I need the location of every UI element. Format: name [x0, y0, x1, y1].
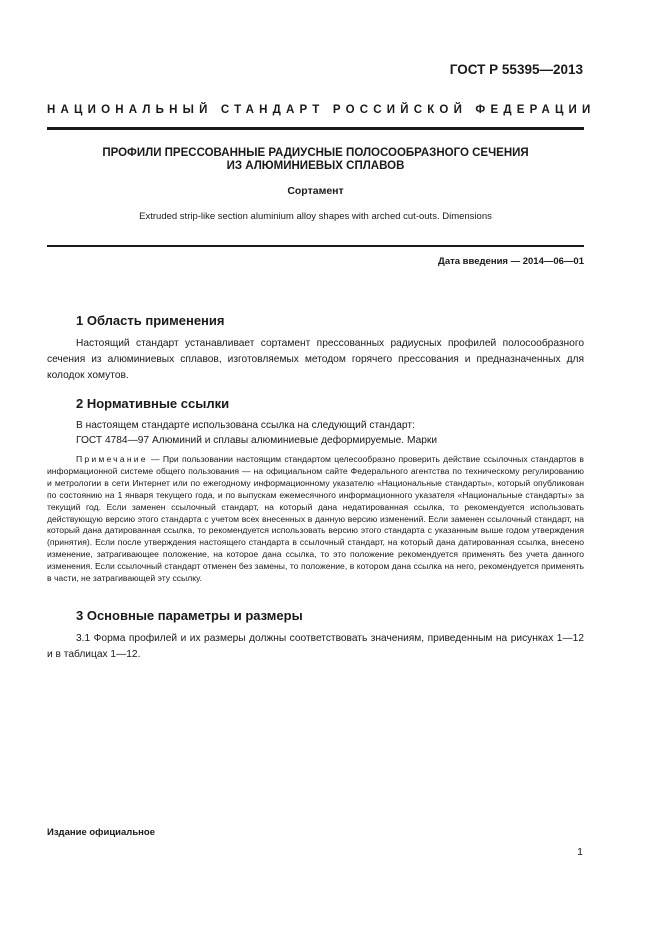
main-title-line-2: ИЗ АЛЮМИНИЕВЫХ СПЛАВОВ [226, 160, 405, 172]
section-3-heading: 3 Основные параметры и размеры [76, 608, 303, 623]
document-code: ГОСТ Р 55395—2013 [449, 62, 583, 77]
page-number: 1 [577, 846, 583, 858]
header-rule [47, 127, 584, 130]
subtitle: Сортамент [287, 185, 344, 197]
section-2-note [47, 454, 584, 585]
main-title [47, 147, 584, 173]
national-standard-title: НАЦИОНАЛЬНЫЙ СТАНДАРТ РОССИЙСКОЙ ФЕДЕРАЦИИ [47, 104, 596, 116]
note-text: — При пользовании настоящим стандартом целесообразно проверить действие ссылочных стандартов в информационной системе общего пользования — на официальном сайте Федерального агентства по техническому регулированию и метрологии в сети Интернет или по ежегодному информационному указателю «Национальные стандарты», который опубликован по состоянию на 1 января текущего года, и по выпускам ежемесячного информационного указателя «Национальные стандарты» за текущий год. Если заменен ссылочный стандарт, на который дана недатированная ссылка, то рекомендуется использовать действующую версию этого стандарта с учетом всех внесенных в данную версию изменений. Если заменен ссылочный стандарт, на который дана датированная ссылка, то рекомендуется использовать версию этого стандарта с указанным выше годом утверждения (принятия). Если после утверждения настоящего стандарта в ссылочный стандарт, на который дана датированная ссылка, внесено изменение, затрагивающее положение, на которое дана ссылка, то это положение рекомендуется применять без учета данного изменения. Если ссылочный стандарт отменен без замены, то положение, в котором дана ссылка на него, рекомендуется применять в части, не затрагивающей эту ссылку. [47, 454, 584, 584]
intro-date: Дата введения — 2014—06—01 [438, 256, 584, 267]
section-1-text: Настоящий стандарт устанавливает сортамент прессованных радиусных профилей полосообразного сечения из алюминиевых сплавов, изготовляемых методом горячего прессования и предназначенных для колодок хомутов. [47, 338, 584, 381]
title-rule [47, 245, 584, 247]
note-label: Примечание [76, 454, 148, 464]
section-1-heading: 1 Область применения [76, 313, 225, 328]
section-3-text: 3.1 Форма профилей и их размеры должны соответствовать значениям, приведенным на рисунках 1—12 и в таблицах 1—12. [47, 633, 584, 660]
english-title: Extruded strip-like section aluminium alloy shapes with arched cut-outs. Dimensions [139, 211, 492, 222]
edition-label: Издание официальное [47, 827, 155, 838]
section-2-heading: 2 Нормативные ссылки [76, 396, 230, 411]
section-2-line-2: ГОСТ 4784—97 Алюминий и сплавы алюминиевые деформируемые. Марки [76, 435, 438, 446]
main-title-line-1: ПРОФИЛИ ПРЕССОВАННЫЕ РАДИУСНЫЕ ПОЛОСООБРАЗНОГО СЕЧЕНИЯ [102, 147, 529, 159]
section-2-line-1: В настоящем стандарте использована ссылка на следующий стандарт: [76, 420, 415, 431]
